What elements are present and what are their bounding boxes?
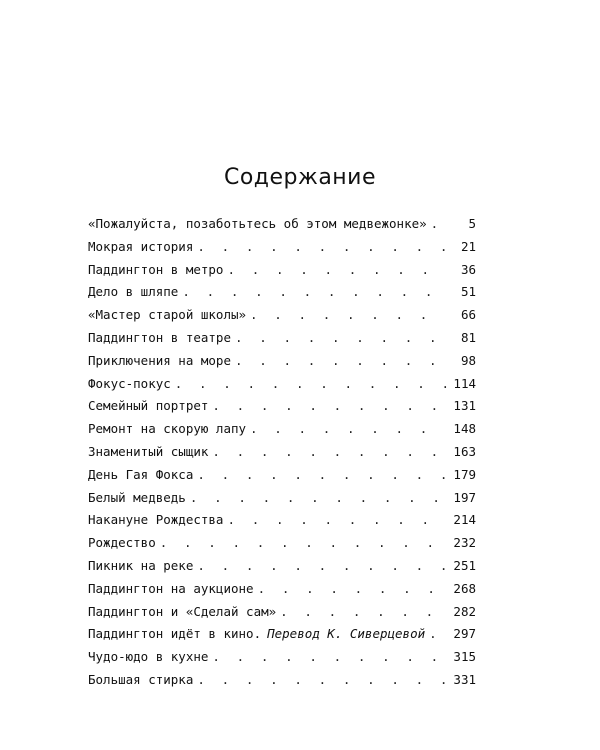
toc-entry-title: День Гая Фокса	[88, 466, 194, 482]
toc-entry-title-main: Паддингтон идёт в кино.	[88, 626, 262, 642]
toc-entry	[88, 555, 476, 578]
toc-entry-title: Мокрая история	[88, 238, 194, 254]
toc-page-number: 268	[453, 580, 476, 596]
toc-entry-title: Рождество	[88, 535, 156, 551]
toc-entry	[88, 578, 476, 601]
toc-page-number: 197	[453, 489, 476, 505]
toc-entry-title: Паддингтон на аукционе	[88, 580, 254, 596]
toc-entry-title: Накануне Рождества	[88, 512, 224, 528]
toc-entry	[88, 327, 476, 350]
toc-entry	[88, 350, 476, 373]
toc-entry	[88, 646, 476, 669]
toc-page-number: 179	[453, 466, 476, 482]
toc-page-number: 5	[468, 216, 476, 231]
toc-leader-dots	[429, 623, 447, 646]
toc-entry-title: Знаменитый сыщик	[88, 443, 209, 459]
toc-page-number: 232	[453, 535, 476, 551]
toc-entry-title: Семейный портрет	[88, 398, 209, 414]
toc-page-number: 114	[453, 375, 476, 391]
toc-leader-dots	[197, 669, 447, 692]
toc-entry	[88, 281, 476, 304]
toc-leader-dots	[212, 395, 447, 418]
toc-entry-translator: Перевод К. Сиверцевой	[267, 626, 426, 642]
toc-page-number: 214	[453, 512, 476, 528]
toc-entry	[88, 441, 476, 464]
toc-entry-title: Дело в шляпе	[88, 284, 179, 300]
toc-page-number: 66	[460, 307, 476, 323]
toc-leader-dots	[235, 350, 447, 373]
toc-page-number: 148	[453, 421, 476, 437]
toc-entry	[88, 418, 476, 441]
toc-page-number: 36	[460, 261, 476, 277]
toc-leader-dots	[250, 418, 447, 441]
toc-leader-dots	[235, 327, 447, 350]
toc-entry-title: Большая стирка	[88, 671, 194, 687]
toc-entry-title: «Мастер старой школы»	[88, 307, 247, 323]
toc-leader-dots	[190, 487, 447, 510]
toc-entry-title: Чудо-юдо в кухне	[88, 649, 209, 665]
toc-entry-title	[88, 623, 425, 646]
toc-entry-title: Пикник на реке	[88, 557, 194, 573]
toc-page-number: 81	[460, 329, 476, 345]
toc-page-number: 51	[460, 284, 476, 300]
toc-leader-dots	[182, 281, 447, 304]
toc-page-number: 251	[453, 557, 476, 573]
toc-entry-title: Паддингтон в метро	[88, 261, 224, 277]
toc-entry-title: Паддингтон в театре	[88, 329, 231, 345]
toc-page-number: 21	[460, 238, 476, 254]
toc-entry	[88, 487, 476, 510]
toc-leader-dots	[258, 578, 447, 601]
toc-leader-dots	[250, 304, 447, 327]
toc-leader-dots	[197, 555, 447, 578]
toc-leader-dots	[175, 373, 447, 396]
toc-entry	[88, 601, 476, 624]
toc-leader-dots	[197, 236, 447, 259]
toc-entry	[88, 669, 476, 692]
toc-entry	[88, 236, 476, 259]
toc-leader-dots	[227, 509, 447, 532]
toc-entry	[88, 259, 476, 282]
toc-entry-title: Паддингтон и «Сделай сам»	[88, 603, 277, 619]
toc-entry	[88, 623, 476, 646]
toc-entry	[88, 373, 476, 396]
toc-leader-dots	[431, 213, 447, 236]
toc-entry	[88, 395, 476, 418]
toc-entry-title: Фокус-покус	[88, 375, 171, 391]
toc-leader-dots	[212, 646, 447, 669]
toc-page-number: 315	[453, 649, 476, 665]
toc-entry	[88, 464, 476, 487]
toc-leader-dots	[212, 441, 447, 464]
toc-entry	[88, 213, 476, 236]
toc-entry	[88, 532, 476, 555]
page-title: Содержание	[223, 164, 377, 190]
toc-page-number: 331	[453, 671, 476, 687]
toc-entry-title: «Пожалуйста, позаботьтесь об этом медвежонке»	[88, 216, 427, 231]
toc-page-number: 282	[453, 603, 476, 619]
toc-entry	[88, 509, 476, 532]
table-of-contents	[88, 213, 476, 692]
toc-leader-dots	[227, 259, 447, 282]
toc-entry-title: Приключения на море	[88, 352, 231, 368]
toc-leader-dots	[280, 601, 447, 624]
toc-leader-dots	[197, 464, 447, 487]
toc-page-number: 98	[460, 352, 476, 368]
toc-leader-dots	[160, 532, 447, 555]
toc-page-number: 163	[453, 443, 476, 459]
toc-entry	[88, 304, 476, 327]
toc-entry-title: Белый медведь	[88, 489, 186, 505]
toc-page-number: 297	[453, 626, 476, 642]
toc-entry-title: Ремонт на скорую лапу	[88, 421, 247, 437]
toc-page-number: 131	[453, 398, 476, 414]
